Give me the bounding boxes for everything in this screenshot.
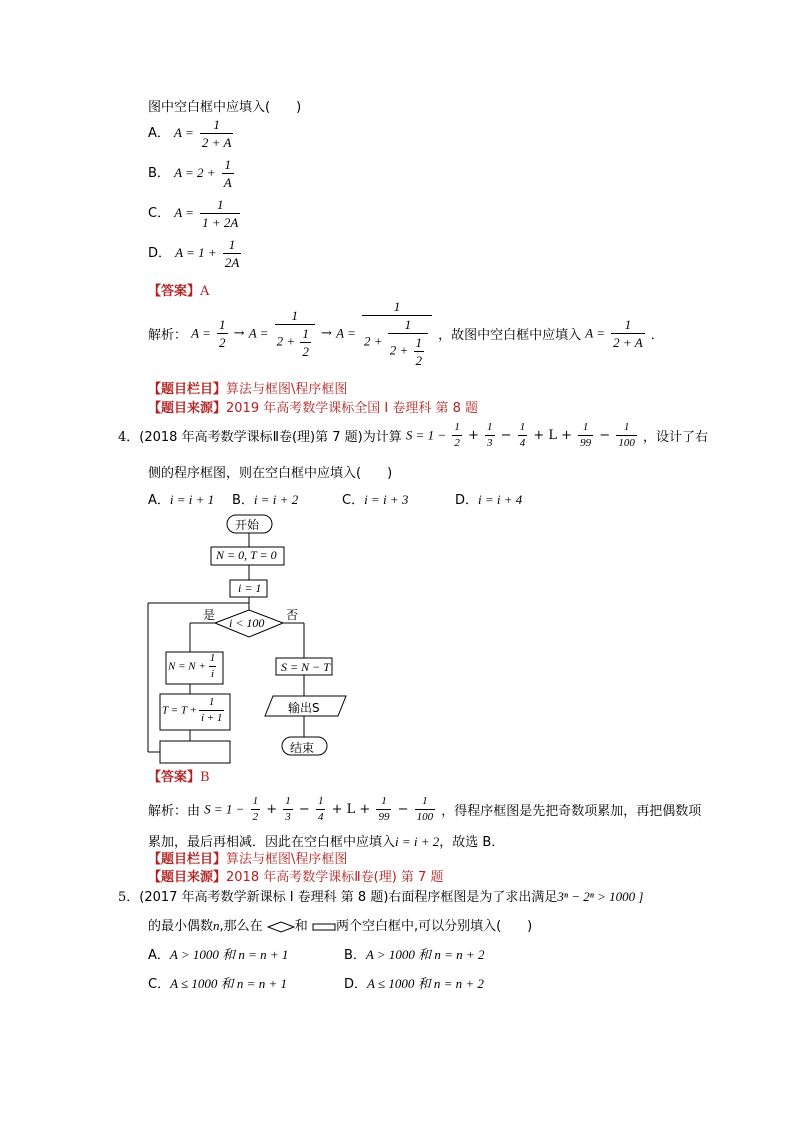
q4-stem-line2: 侧的程序框图，则在空白框中应填入( ) [148, 466, 393, 481]
q5-option-d[interactable]: D．A ≤ 1000 和 n = n + 2 [344, 976, 484, 992]
flow-init-label: N = 0, T = 0 [216, 548, 277, 562]
q3-option-b[interactable]: B． A = 2 + $\frac{1}{A}$ [148, 157, 232, 190]
q4-option-b[interactable]: B．i = i + 2 [232, 492, 299, 508]
flow-box-t-label: T = T + $\frac{1}{i + 1}$ [162, 696, 223, 724]
q3-analysis: 解析： A = $\frac{1}{2}$ → A = 1 2 + $\frac{1}{2}$ → A = 1 2 + 1 2 + $\frac{1}{2}$ ，故图中空白框中应填入 A = $\frac{1}{2 + A}$ ． [148, 299, 664, 368]
q3-stem: 图中空白框中应填入( ) [148, 100, 302, 115]
q4-stem-line1: 4．(2018 年高考数学课标Ⅱ卷(理)第 7 题)为计算 S = 1 − $\frac{1}{2}$ + $\frac{1}{3}$ − $\frac{1}{4}$ + L + $\frac{1}{99}$ − $\frac{1}{100}$ ，设计了右 [118, 421, 708, 449]
flow-i-init-label: i = 1 [238, 581, 262, 595]
q5-option-b[interactable]: B．A > 1000 和 n = n + 2 [344, 947, 485, 963]
q5-option-c[interactable]: C．A ≤ 1000 和 n = n + 1 [148, 976, 287, 992]
rectangle-shape-icon [312, 922, 336, 932]
q3-answer: 【答案】A [148, 284, 210, 299]
q5-stem-line2: 的最小偶数n,那么在 和 两个空白框中,可以分别填入( ) [148, 918, 533, 934]
diamond-shape-icon [267, 921, 295, 933]
q4-answer: 【答案】B [148, 770, 210, 785]
q4-option-c[interactable]: C．i = i + 3 [342, 492, 409, 508]
q5-option-a[interactable]: A．A > 1000 和 n = n + 1 [148, 947, 289, 963]
q4-option-d[interactable]: D．i = i + 4 [455, 492, 523, 508]
q4-column: 【题目栏目】算法与框图\程序框图 [148, 852, 348, 867]
flow-no-label: 否 [286, 608, 299, 622]
q3-option-d[interactable]: D． A = 1 + $\frac{1}{2A}$ [148, 237, 240, 270]
q3-option-c[interactable]: C． A = $\frac{1}{1 + 2A}$ [148, 197, 239, 230]
flow-box-s-label: S = N − T [281, 660, 330, 674]
q4-source: 【题目来源】2018 年高考数学课标Ⅱ卷(理) 第 7 题 [148, 870, 444, 885]
flow-output-label: 输出S [288, 701, 320, 715]
q4-option-a[interactable]: A．i = i + 1 [148, 492, 215, 508]
q4-analysis-line2: 累加，最后再相减．因此在空白框中应填入i = i + 2，故选 B． [148, 834, 505, 850]
flow-box-n-label: N = N + $\frac{1}{i}$ [168, 652, 216, 680]
q3-source: 【题目来源】2019 年高考数学课标全国 I 卷理科 第 8 题 [148, 401, 478, 416]
flow-start-label: 开始 [235, 518, 260, 532]
q3-option-a[interactable]: A． A = $\frac{1}{2 + A}$ [148, 117, 232, 150]
flow-cond-label: i < 100 [229, 616, 265, 630]
flow-yes-label: 是 [203, 608, 216, 622]
flow-blank-box [160, 741, 230, 763]
q4-analysis-line1: 解析：由 S = 1 − $\frac{1}{2}$ + $\frac{1}{3}$ − $\frac{1}{4}$ + L + $\frac{1}{99}$ − $\frac{1}{100}$ ，得程序框图是先把奇数项累加，再把偶数项 [148, 795, 702, 823]
q3-column: 【题目栏目】算法与框图\程序框图 [148, 382, 348, 397]
flow-end-label: 结束 [290, 741, 315, 755]
q5-stem-line1: 5．(2017 年高考数学新课标 I 卷理科 第 8 题)右面程序框图是为了求出满足3ⁿ − 2ⁿ > 1000 ] [118, 889, 644, 905]
